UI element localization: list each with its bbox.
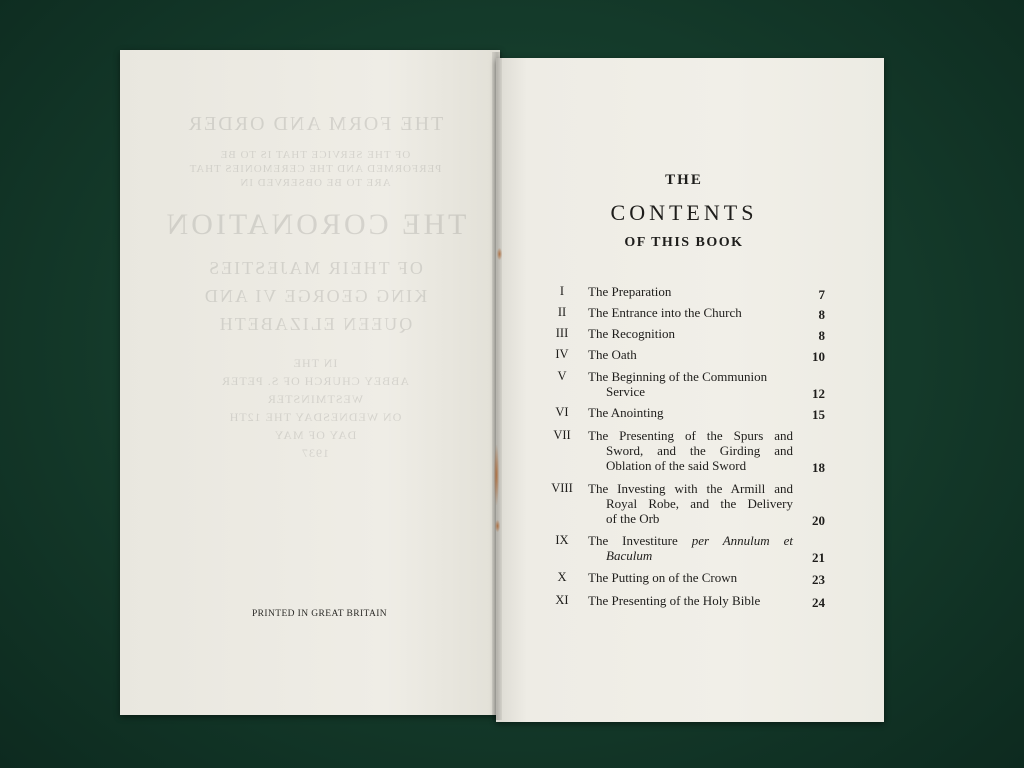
toc-numeral: II	[557, 305, 567, 319]
toc-page-number: 21	[812, 550, 825, 565]
toc-page-number: 10	[812, 349, 825, 364]
staple-rust-mark	[494, 445, 499, 505]
toc-numeral: IX	[555, 533, 569, 547]
toc-page-number: 23	[812, 572, 825, 587]
toc-numeral: XI	[555, 593, 569, 607]
toc-title: The Oath	[588, 347, 637, 362]
toc-numeral: VIII	[551, 481, 573, 495]
contents-title: CONTENTS	[610, 200, 758, 225]
toc-title: The Beginning of the Communion Service	[588, 369, 768, 399]
toc-title: The Presenting of the Holy Bible	[588, 593, 761, 608]
toc-title: The Anointing	[588, 405, 664, 420]
toc-title: The Investiture per Annulum et Baculum	[588, 533, 793, 563]
toc-title: The Presenting of the Spurs and Sword, and the Girding and Oblation of the said Sword	[588, 428, 793, 473]
printed-in-imprint: PRINTED IN GREAT BRITAIN	[252, 609, 388, 619]
staple-rust-mark	[495, 520, 500, 532]
staple-rust-mark	[497, 248, 502, 260]
toc-page-number: 12	[812, 386, 825, 401]
toc-numeral: I	[559, 284, 565, 298]
toc-title: The Entrance into the Church	[588, 305, 742, 320]
book-gutter	[492, 52, 502, 720]
contents-title-the: THE	[665, 172, 703, 188]
table-of-contents	[540, 0, 830, 768]
toc-title: The Recognition	[588, 326, 676, 341]
contents-subtitle: OF THIS BOOK	[624, 235, 744, 250]
toc-page-number: 20	[812, 513, 825, 528]
toc-numeral: V	[557, 369, 567, 383]
toc-numeral: III	[555, 326, 569, 340]
toc-numeral: X	[557, 570, 567, 584]
toc-page-number: 7	[818, 287, 825, 302]
toc-numeral: IV	[555, 347, 569, 361]
toc-page-number: 24	[812, 595, 825, 610]
toc-title: The Putting on of the Crown	[588, 570, 738, 585]
toc-page-number: 15	[812, 407, 825, 422]
toc-numeral: VI	[555, 405, 569, 419]
toc-title: The Investing with the Armill and Royal Robe, and the Delivery of the Orb	[588, 481, 793, 526]
toc-title: The Preparation	[588, 284, 672, 299]
toc-numeral: VII	[553, 428, 571, 442]
toc-page-number: 18	[812, 460, 825, 475]
toc-page-number: 8	[818, 328, 825, 343]
toc-page-number: 8	[818, 307, 825, 322]
